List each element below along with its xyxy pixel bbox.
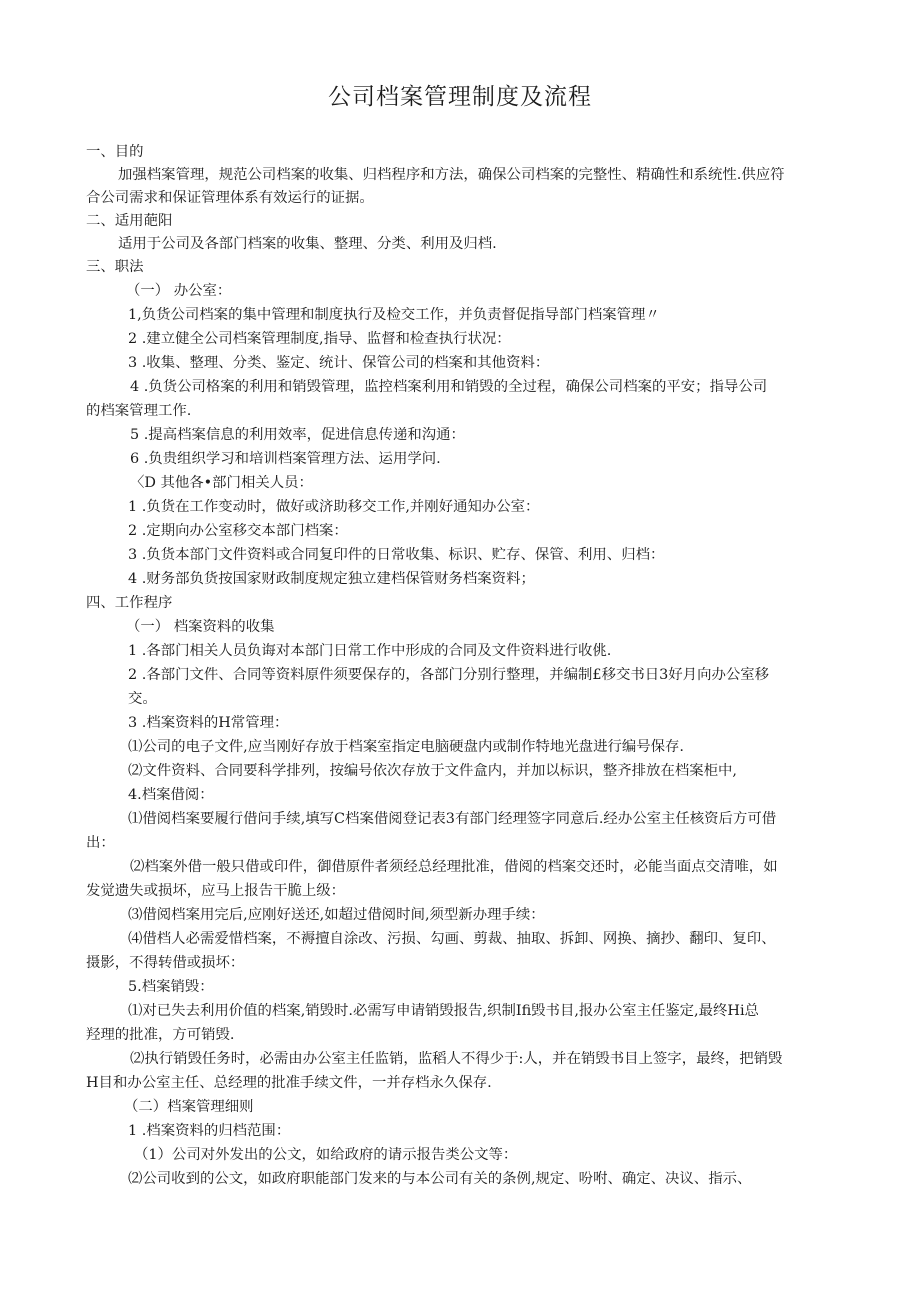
list-item: （1）公司对外发出的公文，如给政府的请示报告类公文等：	[134, 1147, 518, 1163]
list-item: 3 .档案资料的H常管理：	[128, 715, 289, 731]
subsection-heading: （一） 办公室：	[126, 283, 232, 299]
paragraph-line: 出：	[86, 835, 115, 851]
paragraph-line: 羟理的批准，方可销毁.	[86, 1027, 235, 1043]
paragraph-line: 交。	[128, 691, 157, 707]
paragraph-line: H目和办公室主任、总经理的批准手续文件，一并存档永久保存.	[86, 1075, 492, 1091]
list-item: 2 .建立健全公司档案管理制度,指导、监督和检查执行状况：	[128, 331, 511, 347]
paragraph-line: 的档案管理工作.	[86, 403, 192, 419]
subsection-heading: （二）档案管理细则	[124, 1099, 254, 1115]
list-item: ⑷借档人必需爱惜档案，不褥擅自涂改、污损、勾画、剪裁、抽取、拆卸、网换、摘抄、翻印、复印、	[128, 931, 776, 947]
paragraph-line: 合公司需求和保证管理体系有效运行的证据。	[86, 190, 374, 206]
list-item: 5.档案销毁：	[128, 979, 214, 995]
list-item: 2 .各部门文件、合同等资料原件须要保存的，各部门分别行整理，并编制£移交书日3好月向办公室移	[128, 667, 770, 683]
list-item: 4.档案借阅：	[128, 787, 214, 803]
list-item: ⑴对已失去利用价值的档案,销毁时.必需写申请销毁报告,织制Ifi毁书目,报办公室主任鉴定,最终Hi总	[128, 1003, 759, 1019]
section-heading-purpose: 一、目的	[86, 144, 144, 160]
paragraph-line: 发觉遗失或损坏，应马上报告干脆上级：	[86, 883, 346, 899]
list-item: ⑵文件资料、合同要科学排列，按编号依次存放于文件盒内，并加以标识，整齐排放在档案柜中,	[128, 763, 737, 779]
list-item: 3 .收集、整理、分类、鉴定、统计、保管公司的档案和其他资料：	[128, 355, 550, 371]
paragraph-line: 适用于公司及各部门档案的收集、整理、分类、利用及归档.	[118, 236, 497, 252]
list-item: 5 .提高档案信息的利用效率，促进信息传递和沟通：	[130, 427, 465, 443]
list-item: ⑴借阅档案要履行借问手续,填写C档案借阅登记表3有部门经理签字同意后.经办公室主任核资后方可借	[128, 811, 777, 827]
section-heading-duties: 三、职法	[86, 259, 144, 275]
subsection-heading: （一） 档案资料的收集	[126, 619, 275, 635]
list-item: ⑵执行销毁任务时，必需由办公室主任监销，监稻人不得少于:人，并在销毁书目上签字，最终，把销毁	[130, 1051, 783, 1067]
section-heading-procedure: 四、工作程序	[86, 595, 173, 611]
paragraph-line: 加强档案管理，规范公司档案的收集、归档程序和方法，确保公司档案的完整性、精确性和系统性.供应符	[118, 167, 785, 183]
list-item: 4 .负货公司格案的利用和销毁管理，监控档案利用和销毁的全过程，确保公司档案的平安；指导公司	[130, 379, 768, 395]
list-item: 6 .负贵组织学习和培训档案管理方法、运用学问.	[130, 451, 441, 467]
list-item: 1,负货公司档案的集中管理和制度执行及检交工作，并负责督促指导部门档案管理〃	[128, 307, 660, 323]
list-item: 2 .定期向办公室移交本部门档案：	[128, 523, 348, 539]
list-item: ⑴公司的电子文件,应当刚好存放于档案室指定电脑硬盘内或制作特地光盘进行编号保存.	[128, 739, 684, 755]
list-item: ⑵档案外借一般只借或印件，御借原件者须经总经理批准，借阅的档案交还时，必能当面点交清唯，如	[130, 859, 778, 875]
list-item: ⑵公司收到的公文，如政府职能部门发来的与本公司有关的条例,规定、吩咐、确定、决议、指示、	[128, 1171, 752, 1187]
subsection-heading: 〈D 其他各•部门相关人员：	[130, 475, 313, 491]
paragraph-line: 摄影，不得转借或损坏：	[86, 955, 245, 971]
list-item: 3 .负货本部门文件资料或合同复印件的日常收集、标识、贮存、保管、利用、归档：	[128, 547, 665, 563]
list-item: 4 .财务部负货按国家财政制度规定独立建档保管财务档案资料；	[128, 571, 535, 587]
list-item: ⑶借阅档案用完后,应刚好送还,如超过借阅时间,须型新办理手续：	[128, 907, 545, 923]
list-item: 1 .档案资料的归档范围：	[128, 1123, 291, 1139]
list-item: 1 .负货在工作变动时，做好或济助移交工作,并刚好通知办公室：	[128, 499, 540, 515]
document-title: 公司档案管理制度及流程	[328, 84, 592, 110]
section-heading-scope: 二、适用葩阳	[86, 213, 173, 229]
list-item: 1 .各部门相关人员负诲对本部门日常工作中形成的合同及文件资料进行收佻.	[128, 643, 612, 659]
